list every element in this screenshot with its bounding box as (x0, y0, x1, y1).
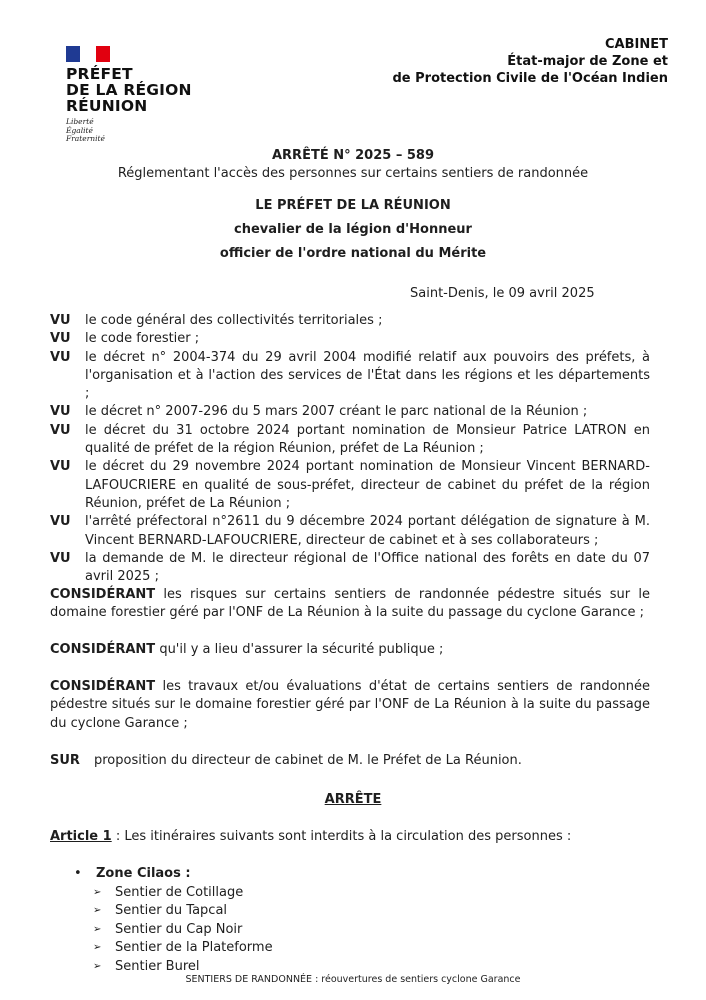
decree-number: ARRÊTÉ N° 2025 – 589 (271, 148, 434, 163)
sur-clause: SUR proposition du directeur de cabinet de M. le Préfet de La Réunion. (50, 753, 522, 768)
decree-subject: Réglementant l'accès des personnes sur certains sentiers de randonnée (117, 166, 589, 181)
place-date: Saint-Denis, le 09 avril 2025 (410, 286, 595, 301)
article-1: Article 1 : Les itinéraires suivants sont interdits à la circulation des personnes : (50, 829, 572, 844)
trail-item: ➢ Sentier de Cotillage (93, 884, 273, 902)
trail-item: ➢ Sentier du Cap Noir (93, 921, 273, 939)
trail-list (93, 884, 273, 976)
arrow-bullet-icon: ➢ (93, 905, 102, 917)
republic-motto: Liberté Égalité Fraternité (66, 117, 105, 143)
arrow-bullet-icon: ➢ (93, 942, 102, 954)
vu-item: VU le décret n° 2004-374 du 29 avril 2004 modifié relatif aux pouvoirs des préfets, à l'organisation et à l'action des services de l'État dans les régions et les départements ; (50, 349, 650, 402)
arrow-bullet-icon: ➢ (93, 960, 102, 972)
french-flag-icon (66, 46, 110, 62)
vu-item: VU le décret du 29 novembre 2024 portant nomination de Monsieur Vincent BERNARD-LAFOUCRIERE en qualité de sous-préfet, directeur de cabinet du préfet de la région Réunion, préfet de La Réunion ; (50, 459, 650, 511)
considerant-1: CONSIDÉRANT les risques sur certains sentiers de randonnée pédestre situés sur le domaine forestier géré par l'ONF de La Réunion à la suite du passage du cyclone Garance ; (50, 587, 650, 621)
vu-item: VU le décret n° 2007-296 du 5 mars 2007 créant le parc national de la Réunion ; (50, 404, 588, 420)
trail-item: ➢ Sentier du Tapcal (93, 902, 273, 920)
trail-item: ➢ Sentier de la Plateforme (93, 939, 273, 957)
zone-cilaos: • Zone Cilaos : (74, 866, 191, 881)
vu-item: VU le code forestier ; (50, 331, 200, 347)
vu-item: VU l'arrêté préfectoral n°2611 du 9 décembre 2024 portant délégation de signature à M. Vincent BERNARD-LAFOUCRIERE, directeur de cabinet et à ses collaborateurs ; (50, 514, 650, 548)
prefecture-name: PRÉFET DE LA RÉGION RÉUNION (66, 65, 192, 115)
authority-honor-2: officier de l'ordre national du Mérite (219, 246, 487, 261)
prefecture-logo (66, 46, 192, 144)
authority-honor-1: chevalier de la légion d'Honneur (234, 222, 472, 237)
vu-item: VU la demande de M. le directeur régional de l'Office national des forêts en date du 07 avril 2025 ; (50, 550, 650, 585)
arrow-bullet-icon: ➢ (93, 887, 102, 898)
arrow-bullet-icon: ➢ (93, 923, 102, 935)
authority-title: LE PRÉFET DE LA RÉUNION (255, 198, 451, 213)
vu-list (50, 312, 650, 586)
page-footer: SENTIERS DE RANDONNÉE : réouvertures de sentiers cyclone Garance (185, 974, 521, 985)
vu-item: VU le code général des collectivités territoriales ; (50, 313, 383, 328)
considerant-2: CONSIDÉRANT qu'il y a lieu d'assurer la sécurité publique ; (50, 642, 444, 657)
considerant-3: CONSIDÉRANT les travaux et/ou évaluations d'état de certains sentiers de randonnée pédestre situés sur le domaine forestier géré par l'ONF de La Réunion à la suite du passage du cyclone Garance ; (50, 679, 650, 731)
vu-item: VU le décret du 31 octobre 2024 portant nomination de Monsieur Patrice LATRON en qualité de préfet de la région Réunion, préfet de La Réunion ; (50, 422, 650, 457)
trail-item: ➢ Sentier Burel (93, 958, 273, 976)
issuing-office: CABINET État-major de Zone et de Protection Civile de l'Océan Indien (392, 37, 668, 86)
arrete-heading: ARRÊTE (324, 792, 382, 807)
